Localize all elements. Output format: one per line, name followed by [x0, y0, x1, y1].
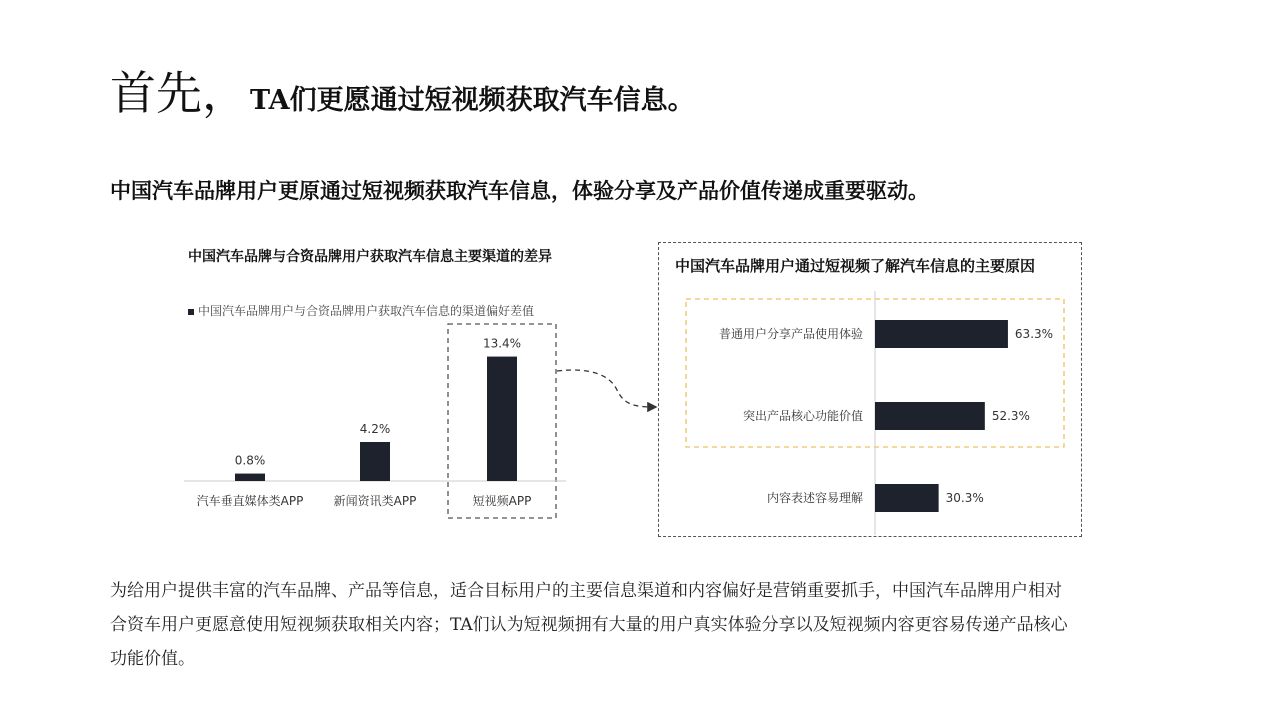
- data-label: 30.3%: [945, 491, 984, 505]
- right-chart-plot: [659, 243, 1080, 535]
- page-title: [110, 66, 695, 120]
- bar: [235, 474, 265, 481]
- bar: [875, 402, 985, 430]
- left-chart-plot: [180, 238, 580, 538]
- right-chart-title: 中国汽车品牌用户通过短视频了解汽车信息的主要原因: [675, 257, 1036, 275]
- category-label: 内容表述容易理解: [766, 491, 863, 505]
- data-label: 13.4%: [482, 336, 522, 351]
- channel-difference-chart: [180, 238, 580, 538]
- connector-arrow: [555, 365, 675, 435]
- title-rest: TA们更愿通过短视频获取汽车信息。: [250, 85, 695, 116]
- category-label: 突出产品核心功能价值: [742, 409, 863, 423]
- bar: [875, 484, 939, 512]
- bar: [875, 320, 1008, 348]
- data-label: 0.8%: [234, 453, 266, 468]
- left-chart-title: 中国汽车品牌与合资品牌用户获取汽车信息主要渠道的差异: [188, 249, 552, 265]
- category-label: 新闻资讯类APP: [333, 494, 417, 508]
- paragraph-line: 合资车用户更愿意使用短视频获取相关内容；TA们认为短视频拥有大量的用户真实体验分享以及短视频内容更容易传递产品核心: [110, 615, 1068, 635]
- legend-label: 中国汽车品牌用户与合资品牌用户获取汽车信息的渠道偏好差值: [198, 304, 535, 318]
- bar: [487, 357, 517, 481]
- category-label: 短视频APP: [472, 494, 532, 508]
- data-label: 63.3%: [1014, 327, 1054, 341]
- paragraph-line: 功能价值。: [110, 649, 195, 669]
- page-subtitle: 中国汽车品牌用户更原通过短视频获取汽车信息，体验分享及产品价值传递成重要驱动。: [110, 178, 929, 203]
- title-lead: 首先，: [110, 66, 248, 120]
- reason-chart-panel: [658, 242, 1082, 537]
- bar: [360, 442, 390, 481]
- data-label: 52.3%: [991, 409, 1030, 423]
- data-label: 4.2%: [359, 422, 391, 436]
- category-label: 汽车垂直媒体类APP: [196, 494, 304, 508]
- paragraph-line: 为给用户提供丰富的汽车品牌、产品等信息，适合目标用户的主要信息渠道和内容偏好是营销重要抓手，中国汽车品牌用户相对: [110, 581, 1062, 601]
- category-label: 普通用户分享产品使用体验: [718, 327, 863, 341]
- description-paragraph: [110, 574, 1185, 676]
